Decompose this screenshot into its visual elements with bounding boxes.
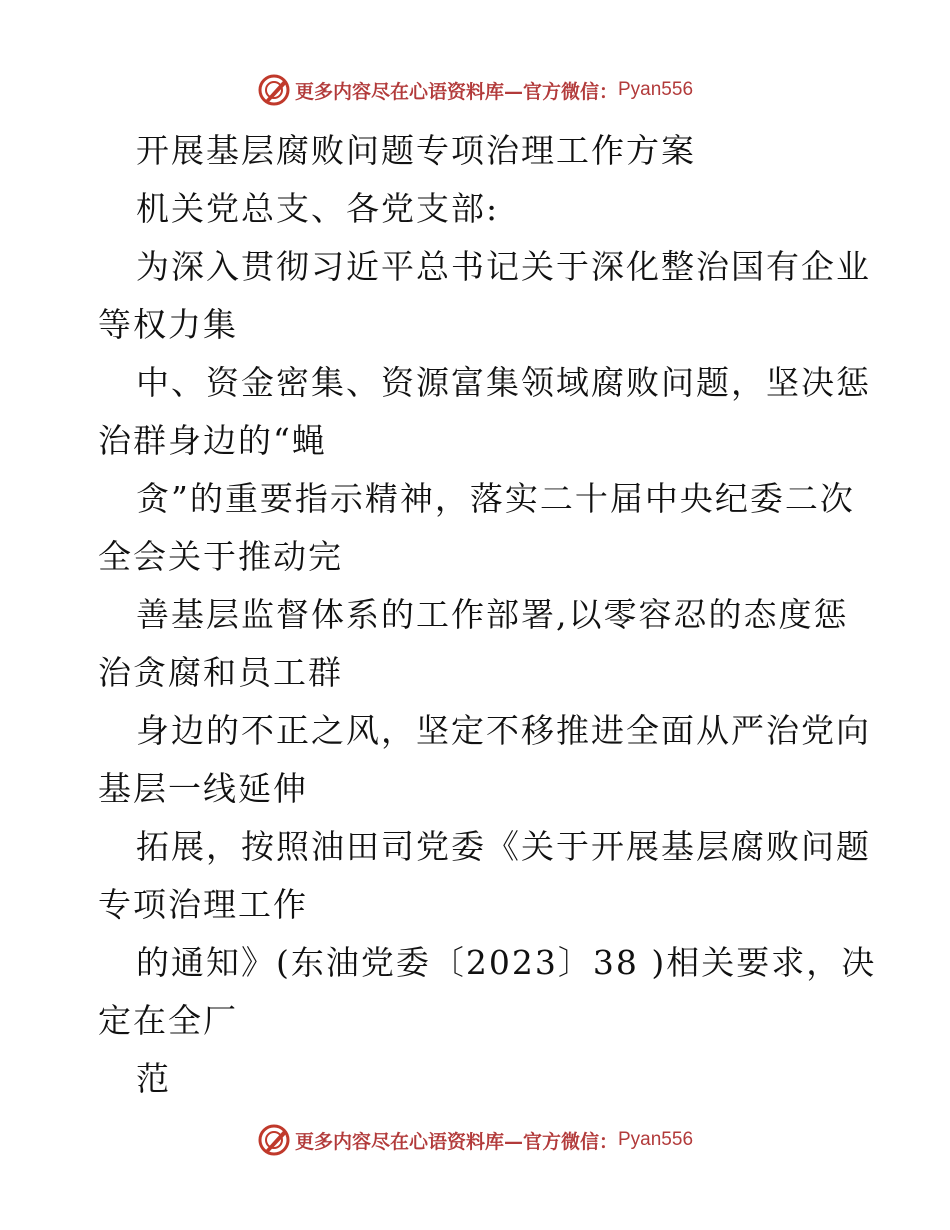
document-line: 专项治理工作 — [98, 885, 308, 924]
document-line: 为深入贯彻习近平总书记关于深化整治国有企业 — [136, 247, 871, 286]
watermark-text: 更多内容尽在心语资料库—官方微信： — [294, 1130, 618, 1153]
document-line: 治群身边的“蝇 — [98, 421, 327, 460]
document-line: 贪”的重要指示精神，落实二十届中央纪委二次 — [136, 479, 855, 518]
document-line: 范 — [136, 1059, 171, 1098]
document-line: 身边的不正之风，坚定不移推进全面从严治党向 — [136, 711, 871, 750]
header-watermark — [0, 72, 950, 108]
watermark-text: 更多内容尽在心语资料库—官方微信： — [294, 80, 618, 103]
document-line: 基层一线延伸 — [98, 769, 308, 808]
document-line: 定在全厂 — [98, 1001, 238, 1040]
document-body — [98, 122, 877, 1108]
document-line: 的通知》(东油党委〔2023〕38 )相关要求，决 — [136, 943, 877, 982]
document-line: 中、资金密集、资源富集领域腐败问题，坚决惩 — [136, 363, 871, 402]
document-line: 治贪腐和员工群 — [98, 653, 343, 692]
footer-watermark — [0, 1122, 950, 1158]
document-line: 全会关于推动完 — [98, 537, 343, 576]
document-line: 机关党总支、各党支部: — [136, 189, 500, 228]
document-line: 善基层监督体系的工作部署,以零容忍的态度惩 — [136, 595, 849, 634]
watermark-wechat-id: Pyan556 — [618, 1129, 694, 1150]
pen-logo-icon — [257, 73, 291, 107]
document-line: 拓展，按照油田司党委《关于开展基层腐败问题 — [136, 827, 871, 866]
document-line: 等权力集 — [98, 305, 238, 344]
document-line: 开展基层腐败问题专项治理工作方案 — [136, 131, 696, 170]
pen-logo-icon — [257, 1123, 291, 1157]
watermark-wechat-id: Pyan556 — [618, 79, 694, 100]
